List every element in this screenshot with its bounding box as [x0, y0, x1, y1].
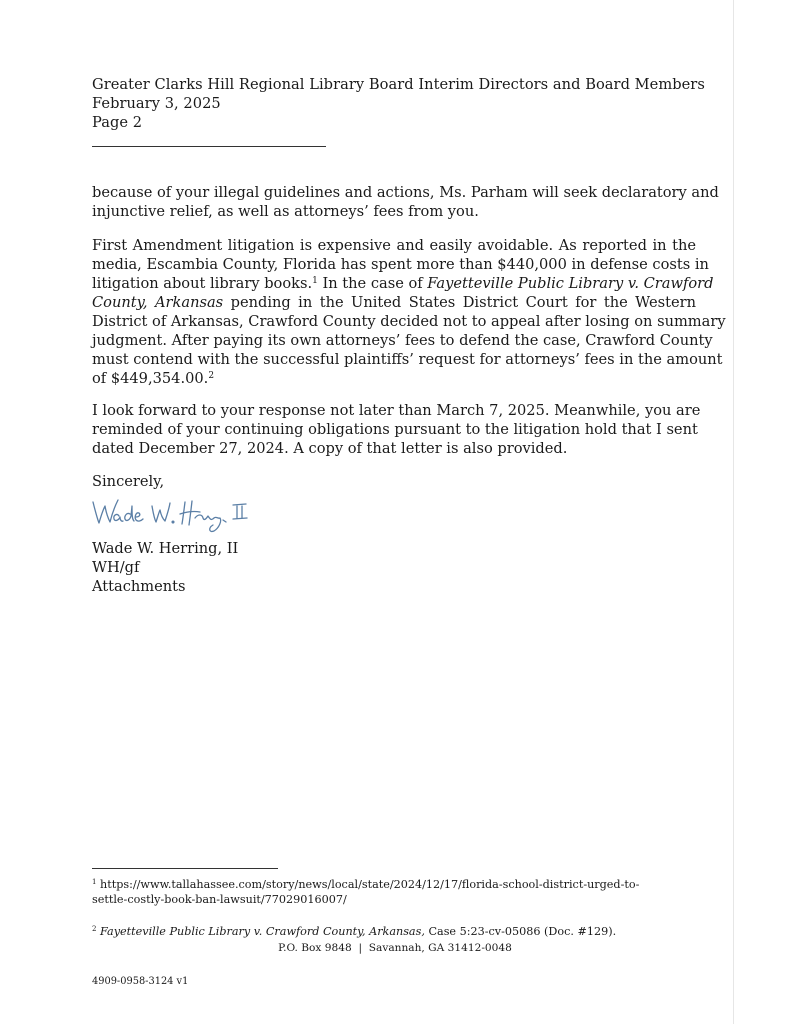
paragraph-3 — [92, 401, 701, 458]
text-run: of $449,354.00. — [92, 370, 209, 387]
paragraph-1 — [92, 183, 719, 221]
footnote-divider — [92, 868, 278, 869]
case-name: County, Arkansas — [92, 294, 224, 311]
paragraph-3-line-1: I look forward to your response not later than March 7, 2025. Meanwhile, you are — [92, 402, 701, 419]
footnote-2-citation: Case 5:23-cv-05086 (Doc. #129). — [424, 925, 617, 938]
text-run: litigation about library books. — [92, 275, 313, 292]
paragraph-2-line-4 — [92, 293, 696, 312]
text-run: In the case of — [317, 275, 428, 292]
paragraph-2 — [92, 236, 726, 388]
case-name: Fayetteville Public Library v. Crawford — [427, 275, 714, 292]
footnote-ref-1[interactable]: 1 — [312, 276, 318, 286]
footnote-ref-2[interactable]: 2 — [208, 371, 215, 381]
paragraph-3-line-3: dated December 27, 2024. A copy of that letter is also provided. — [92, 440, 568, 457]
paragraph-1-line-2: injunctive relief, as well as attorneys’ fees from you. — [92, 203, 479, 220]
paragraph-2-line-1: First Amendment litigation is expensive and easily avoidable. As reported in the — [92, 237, 696, 254]
header-page-number: Page 2 — [92, 114, 143, 131]
footnote-1-url[interactable]: https://www.tallahassee.com/story/news/local/state/2024/12/17/florida-school-district-urged-to- — [96, 878, 640, 891]
footnote-1-line-1 — [92, 877, 639, 892]
signer-block — [92, 539, 238, 596]
footnote-2-mark: 2 — [92, 925, 97, 933]
paragraph-2-line-3 — [92, 274, 714, 293]
paragraph-2-line-7: must contend with the successful plaintiffs’ request for attorneys’ fees in the amount — [92, 351, 723, 368]
header-recipients: Greater Clarks Hill Regional Library Board Interim Directors and Board Members — [92, 76, 705, 93]
signer-name: Wade W. Herring, II — [92, 540, 239, 557]
attachments-note: Attachments — [92, 578, 186, 595]
footnote-1 — [92, 877, 639, 907]
letter-header — [92, 75, 705, 132]
handwritten-signature — [90, 488, 260, 536]
page-edge-line — [733, 0, 734, 1024]
paragraph-2-line-2: media, Escambia County, Florida has spent more than $440,000 in defense costs in — [92, 256, 709, 273]
text-run: pending in the United States District Court for the Western — [223, 294, 696, 311]
footer-address — [0, 941, 786, 955]
document-id: 4909-0958-3124 v1 — [92, 976, 189, 987]
paragraph-1-line-1: because of your illegal guidelines and actions, Ms. Parham will seek declaratory and — [92, 184, 719, 201]
header-divider — [92, 146, 326, 147]
paragraph-2-line-8 — [92, 369, 696, 388]
footnote-1-line-2[interactable]: settle-costly-book-ban-lawsuit/77029016007/ — [92, 893, 347, 906]
paragraph-2-line-6: judgment. After paying its own attorneys’ fees to defend the case, Crawford County — [92, 332, 713, 349]
footer-address-text: P.O. Box 9848 | Savannah, GA 31412-0048 — [278, 942, 512, 954]
closing-salutation: Sincerely, — [92, 473, 165, 490]
header-date: February 3, 2025 — [92, 95, 221, 112]
footnote-1-mark: 1 — [92, 878, 97, 886]
paragraph-3-line-2: reminded of your continuing obligations pursuant to the litigation hold that I sent — [92, 421, 698, 438]
footnote-2 — [92, 924, 616, 939]
footnote-2-case: Fayetteville Public Library v. Crawford County, Arkansas, — [96, 925, 425, 938]
paragraph-2-line-5: District of Arkansas, Crawford County decided not to appeal after losing on summary — [92, 313, 726, 330]
signer-initials: WH/gf — [92, 559, 140, 576]
